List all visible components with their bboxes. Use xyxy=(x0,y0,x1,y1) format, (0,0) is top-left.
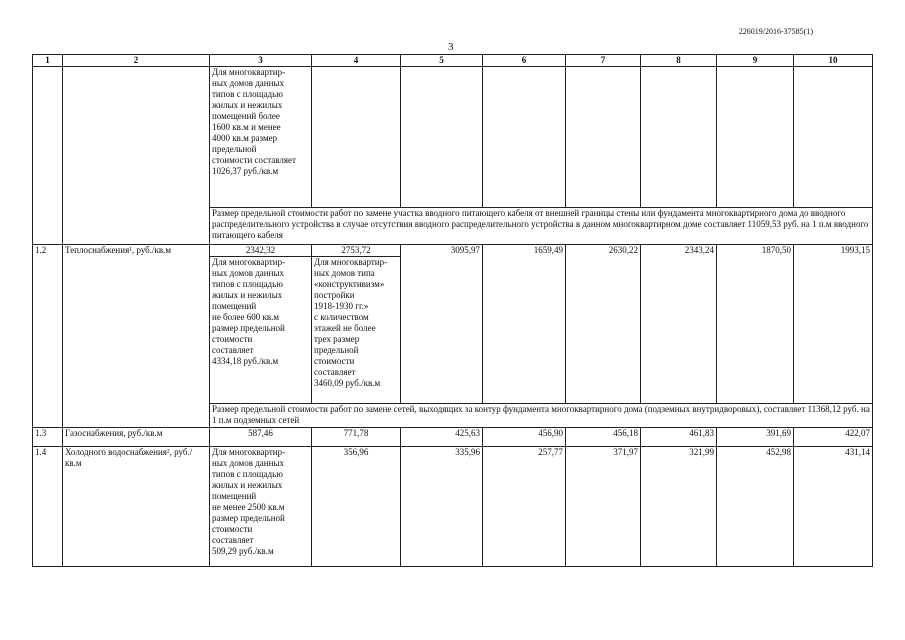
row-name: Газоснабжения, руб./кв.м xyxy=(63,428,210,447)
cell-empty xyxy=(794,67,873,208)
header-cell: 4 xyxy=(312,55,401,67)
value-cell: 356,96 xyxy=(312,447,401,567)
value-cell: 456,18 xyxy=(566,428,641,447)
value-cell: 425,63 xyxy=(401,428,483,447)
row-number: 1.4 xyxy=(33,447,63,567)
table-row xyxy=(33,245,873,257)
value-cell: 335,96 xyxy=(401,447,483,567)
header-cell: 3 xyxy=(210,55,312,67)
row-name: Теплоснабжения¹, руб./кв.м xyxy=(63,245,210,428)
footnote-cell: Размер предельной стоимости работ по замене участка вводного питающего кабеля от внешней границы стены или фундамента многоквартирного дома до вводного распределительного устройства в случае отсутствия вводного распределительного устройства в данном многоквартирном доме составляет 11059,53 руб. на 1 п.м вводного питающего кабеля xyxy=(210,208,873,245)
row-name: Холодного водоснабжения², руб./кв.м xyxy=(63,447,210,567)
cell-empty xyxy=(483,67,566,208)
value-cell: 2630,22 xyxy=(566,245,641,404)
value-cell: 456,90 xyxy=(483,428,566,447)
cell-note: Для многоквартир- ных домов данных типов с площадью жилых и нежилых помещений не более 600 кв.м размер предельной стоимости составляет 4334,18 руб./кв.м xyxy=(210,257,312,404)
header-cell: 6 xyxy=(483,55,566,67)
value-cell: 461,83 xyxy=(641,428,717,447)
cell-note: Для многоквартир- ных домов типа «конструктивизм» постройки 1918-1930 гг.» с количеством этажей не более трех размер предельной стоимости составляет 3460,09 руб./кв.м xyxy=(312,257,401,404)
row-number: 1.3 xyxy=(33,428,63,447)
value-cell: 321,99 xyxy=(641,447,717,567)
header-cell: 5 xyxy=(401,55,483,67)
row-name xyxy=(63,67,210,245)
value-cell: 2342,32 xyxy=(210,245,312,257)
value-cell: 452,98 xyxy=(717,447,794,567)
value-cell: 1993,15 xyxy=(794,245,873,404)
cell-note: Для многоквартир- ных домов данных типов с площадью жилых и нежилых помещений не менее 2500 кв.м размер предельной стоимости составляет 509,29 руб./кв.м xyxy=(210,447,312,567)
value-cell: 257,77 xyxy=(483,447,566,567)
header-cell: 1 xyxy=(33,55,63,67)
cell-empty xyxy=(401,67,483,208)
cell-empty xyxy=(566,67,641,208)
row-number xyxy=(33,67,63,245)
tariff-table xyxy=(32,54,873,567)
table-row xyxy=(33,428,873,447)
value-cell: 371,97 xyxy=(566,447,641,567)
cell-note: Для многоквартир- ных домов данных типов с площадью жилых и нежилых помещений более 1600 кв.м и менее 4000 кв.м размер предельной стоимости составляет 1026,37 руб./кв.м xyxy=(210,67,312,208)
value-cell: 2753,72 xyxy=(312,245,401,257)
header-cell: 9 xyxy=(717,55,794,67)
document-id: 226019/2016-37585(1) xyxy=(738,27,813,36)
header-cell: 10 xyxy=(794,55,873,67)
value-cell: 1870,50 xyxy=(717,245,794,404)
value-cell: 771,78 xyxy=(312,428,401,447)
cell-empty xyxy=(641,67,717,208)
table-row xyxy=(33,447,873,567)
row-number: 1.2 xyxy=(33,245,63,428)
value-cell: 587,46 xyxy=(210,428,312,447)
value-cell: 431,14 xyxy=(794,447,873,567)
value-cell: 2343,24 xyxy=(641,245,717,404)
value-cell: 3095,97 xyxy=(401,245,483,404)
cell-empty xyxy=(717,67,794,208)
cell-empty xyxy=(312,67,401,208)
header-cell: 2 xyxy=(63,55,210,67)
footnote-cell: Размер предельной стоимости работ по замене сетей, выходящих за контур фундамента многоквартирного дома (подземных внутридворовых), составляет 11368,12 руб. на 1 п.м подземных сетей xyxy=(210,404,873,428)
table-row xyxy=(33,67,873,208)
header-cell: 7 xyxy=(566,55,641,67)
header-row xyxy=(33,55,873,67)
page-number: 3 xyxy=(448,41,454,53)
value-cell: 391,69 xyxy=(717,428,794,447)
header-cell: 8 xyxy=(641,55,717,67)
value-cell: 1659,49 xyxy=(483,245,566,404)
value-cell: 422,07 xyxy=(794,428,873,447)
